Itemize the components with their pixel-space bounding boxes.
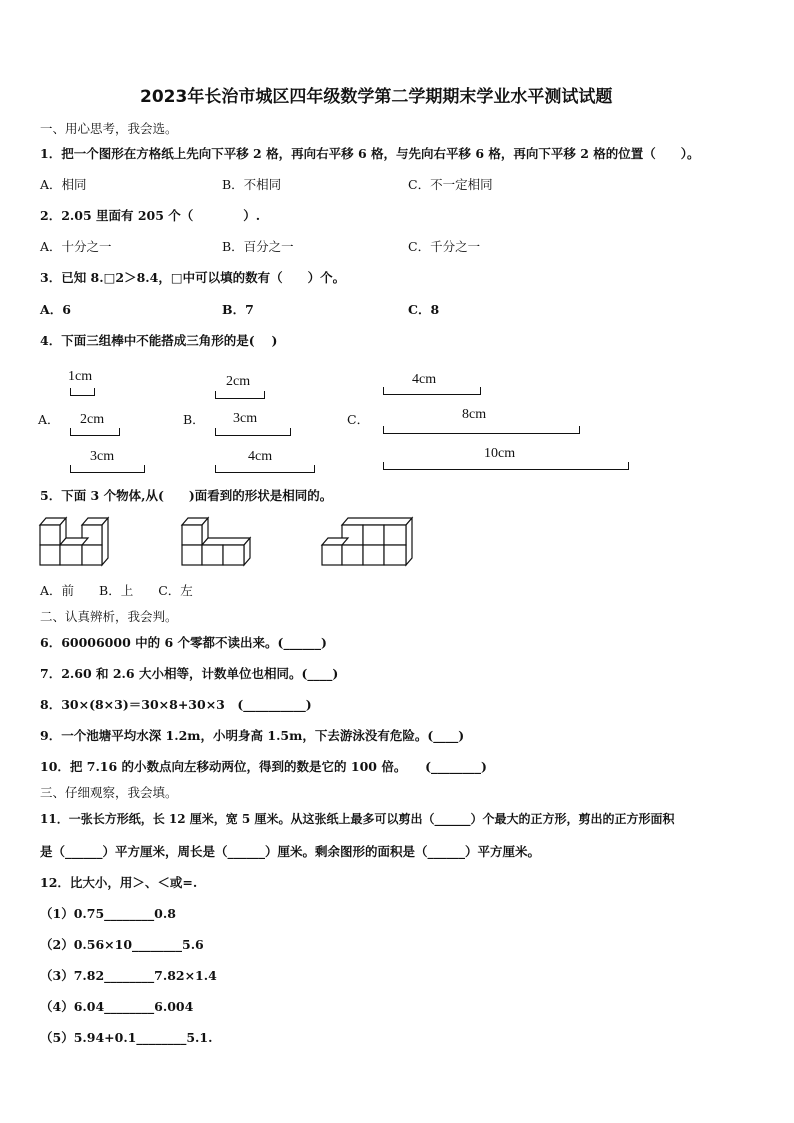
section-heading-1: 一、用心思考，我会选。 (40, 121, 178, 136)
stick-label-b2: 3cm (233, 411, 258, 426)
q3-option-b: B．7 (222, 302, 254, 317)
section-heading-3: 三、仔细观察，我会填。 (40, 785, 178, 800)
q4-option-b: B． (183, 412, 205, 427)
page-title: 2023年长治市城区四年级数学第二学期期末学业水平测试试题 (140, 87, 613, 107)
q3-option-a: A．6 (40, 302, 71, 317)
question-9: 9．一个池塘平均水深 1.2m，小明身高 1.5m，下去游泳没有危险。(____) (40, 728, 465, 743)
stick-label-a3: 3cm (90, 449, 115, 464)
q12-item-1: （1）0.75________0.8 (40, 906, 176, 921)
cube-figure-2 (180, 515, 254, 571)
question-12: 12．比大小，用＞、＜或=. (40, 875, 198, 890)
stick-label-a1: 1cm (68, 369, 93, 384)
q4-option-c: C． (347, 412, 370, 427)
question-1: 1．把一个图形在方格纸上先向下平移 2 格，再向右平移 6 格，与先向右平移 6 格，再向下平移 2 格的位置（ ）。 (40, 146, 700, 161)
question-8: 8．30×(8×3)＝30×8+30×3 (__________) (40, 697, 312, 712)
question-3: 3．已知 8.□2＞8.4，□中可以填的数有（ ）个。 (40, 270, 346, 285)
question-6: 6．60006000 中的 6 个零都不读出来。(______) (40, 635, 327, 650)
stick-b3 (215, 465, 315, 473)
q12-item-3: （3）7.82________7.82×1.4 (40, 968, 217, 983)
q12-item-2: （2）0.56×10________5.6 (40, 937, 204, 952)
section-heading-2: 二、认真辨析，我会判。 (40, 609, 178, 624)
question-4: 4．下面三组棒中不能搭成三角形的是( ) (40, 333, 278, 348)
stick-c3 (383, 462, 629, 470)
q12-item-5: （5）5.94+0.1________5.1. (40, 1030, 213, 1045)
stick-label-b3: 4cm (248, 449, 273, 464)
q1-option-c: C．不一定相同 (408, 177, 493, 192)
stick-c1 (383, 387, 481, 395)
stick-a2 (70, 428, 120, 436)
q2-option-c: C．千分之一 (408, 239, 481, 254)
question-2: 2．2.05 里面有 205 个（ ）. (40, 208, 261, 223)
question-11-line1: 11．一张长方形纸，长 12 厘米，宽 5 厘米。从这张纸上最多可以剪出（______）个最大的正方形，剪出的正方形面积 (40, 812, 675, 826)
q1-option-a: A．相同 (40, 177, 87, 192)
stick-label-c3: 10cm (484, 446, 516, 461)
stick-b1 (215, 391, 265, 399)
question-7: 7．2.60 和 2.6 大小相等，计数单位也相同。(____) (40, 666, 339, 681)
q4-option-a: A． (38, 412, 60, 427)
stick-label-b1: 2cm (226, 374, 251, 389)
stick-a3 (70, 465, 145, 473)
q5-options: A．前 B．上 C．左 (40, 583, 193, 598)
stick-c2 (383, 426, 580, 434)
cube-figure-1 (38, 515, 112, 571)
question-11-line2: 是（______）平方厘米，周长是（______）厘米。剩余图形的面积是（______）平方厘米。 (40, 844, 541, 859)
q2-option-b: B．百分之一 (222, 239, 294, 254)
stick-label-a2: 2cm (80, 412, 105, 427)
question-10: 10．把 7.16 的小数点向左移动两位，得到的数是它的 100 倍。 (________) (40, 759, 487, 774)
question-5: 5．下面 3 个物体,从( )面看到的形状是相同的。 (40, 488, 333, 503)
q12-item-4: （4）6.04________6.004 (40, 999, 194, 1014)
cube-figure-3 (320, 515, 416, 571)
stick-b2 (215, 428, 291, 436)
q2-option-a: A．十分之一 (40, 239, 112, 254)
q3-option-c: C．8 (408, 302, 440, 317)
stick-a1 (70, 388, 95, 396)
stick-label-c2: 8cm (462, 407, 487, 422)
q1-option-b: B．不相同 (222, 177, 282, 192)
stick-label-c1: 4cm (412, 372, 437, 387)
